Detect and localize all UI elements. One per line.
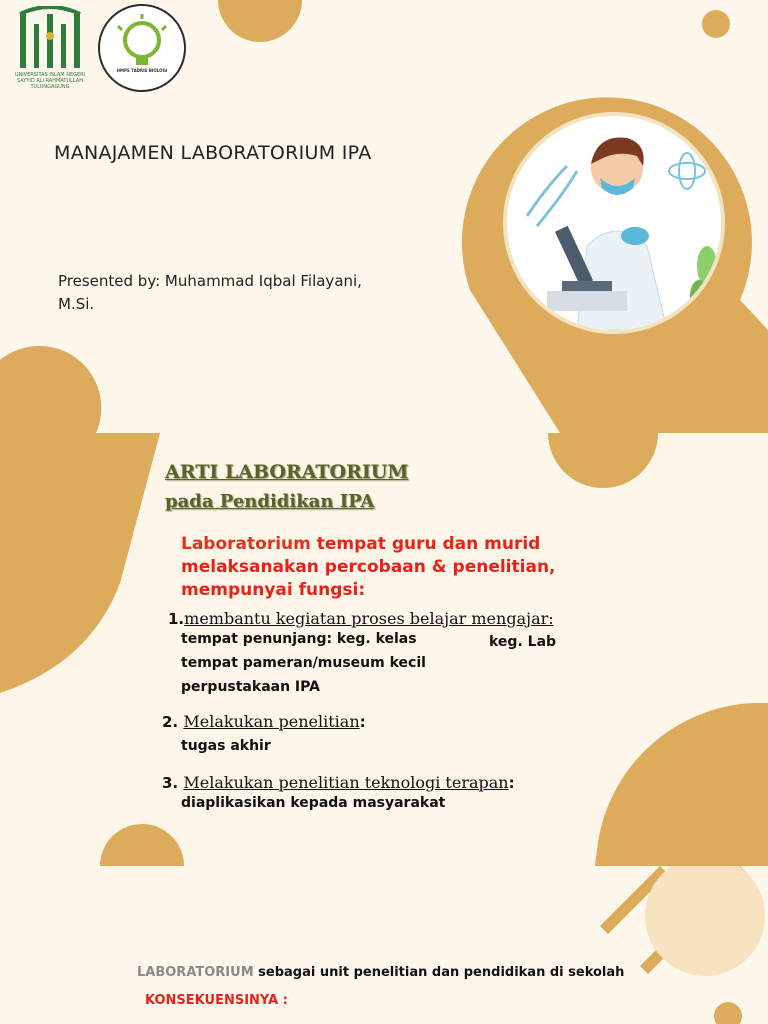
scientist-microscope-icon <box>507 116 721 330</box>
slide-1 <box>0 0 768 433</box>
university-logo <box>12 6 88 92</box>
item-2-detail-1: tugas akhir <box>181 738 271 754</box>
function-item-1 <box>168 609 554 628</box>
item-number: 2. <box>162 713 179 731</box>
item-number: 3. <box>162 774 179 792</box>
deco-right-arc <box>596 703 768 866</box>
himps-logo <box>98 4 186 92</box>
lightbulb-icon <box>100 6 184 90</box>
definition-text <box>181 533 601 602</box>
slide-3 <box>0 866 768 1024</box>
item-1-detail-2: keg. Lab <box>489 634 557 650</box>
definition-term: Laboratorium <box>181 534 311 554</box>
heading-pada-pendidikan: pada Pendidikan IPA <box>165 491 375 512</box>
deco-pale-circle <box>645 866 765 976</box>
scientist-illustration <box>503 112 725 334</box>
laboratorium-statement <box>137 965 624 980</box>
deco-bottom-semicircle <box>100 824 184 866</box>
slide3-decorations <box>0 866 768 1024</box>
himps-name: HMPS TADRIS BIOLOGI <box>116 68 168 73</box>
konsekuensinya-heading: KONSEKUENSINYA : <box>145 993 288 1008</box>
university-name: UNIVERSITAS ISLAM NEGERI SAYYID ALI RAHMATULLAH TULUNGAGUNG <box>14 72 86 90</box>
deco-top-semicircle <box>218 0 302 42</box>
function-item-3 <box>162 773 515 792</box>
item-3-detail-1: diaplikasikan kepada masyarakat <box>181 795 446 811</box>
function-item-2 <box>162 712 366 731</box>
item-1-detail-1: tempat penunjang: keg. kelas <box>181 631 417 647</box>
item-title: membantu kegiatan proses belajar mengajar: <box>184 609 554 628</box>
item-number: 1. <box>168 610 185 628</box>
statement-term: LABORATORIUM <box>137 965 254 980</box>
statement-body: sebagai unit penelitian dan pendidikan di sekolah <box>253 965 625 980</box>
item-title: Melakukan penelitian <box>183 712 360 731</box>
item-1-detail-3: tempat pameran/museum kecil <box>181 655 426 671</box>
definition-body: tempat guru dan murid melaksanakan percobaan & penelitian, mempunyai fungsi <box>181 534 556 600</box>
deco-top-semicircle <box>548 433 658 488</box>
item-colon: : <box>359 713 366 731</box>
deco-bottom-dot <box>714 1002 742 1024</box>
deco-left-semicircle <box>0 346 101 433</box>
presentation-title: MANAJAMEN LABORATORIUM IPA <box>54 142 372 164</box>
item-title: Melakukan penelitian teknologi terapan <box>183 773 509 792</box>
item-1-detail-4: perpustakaan IPA <box>181 679 320 695</box>
slide-2 <box>0 433 768 866</box>
deco-left-wedge <box>0 433 160 693</box>
presenter-name: Presented by: Muhammad Iqbal Filayani, M.Si. <box>58 272 362 313</box>
heading-arti-laboratorium: ARTI LABORATORIUM <box>165 461 409 483</box>
deco-small-dot <box>702 10 730 38</box>
definition-colon: : <box>358 580 366 600</box>
item-colon: : <box>508 774 515 792</box>
